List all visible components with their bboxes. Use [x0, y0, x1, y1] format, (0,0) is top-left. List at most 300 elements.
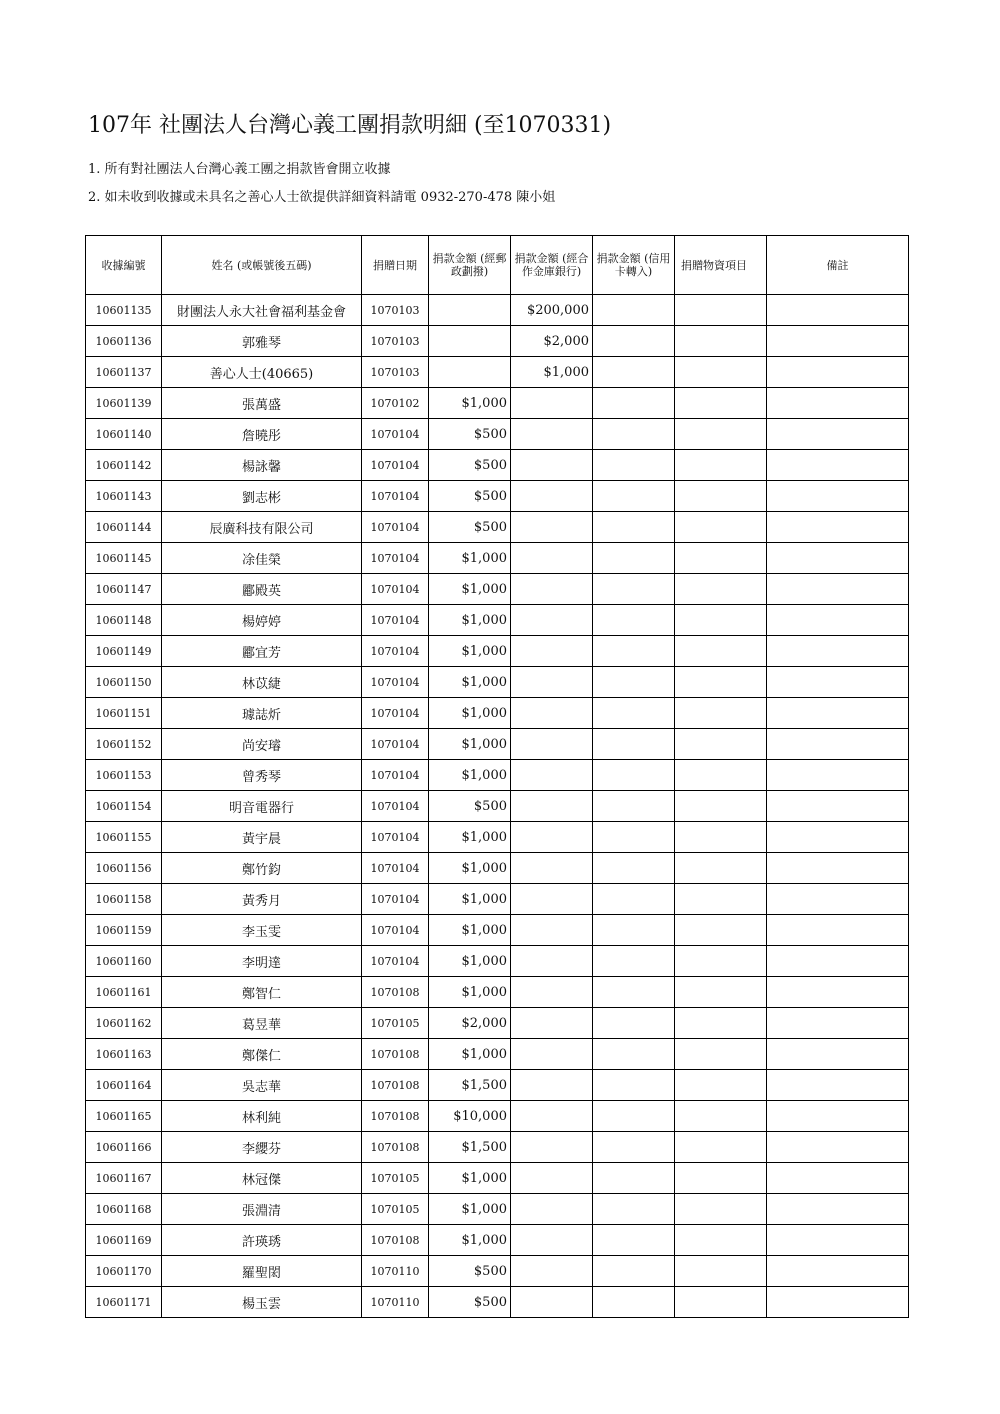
name-cell: 張萬盛 — [162, 388, 362, 419]
amount-card-cell — [593, 1039, 675, 1070]
name-cell: 楊玉雲 — [162, 1287, 362, 1318]
remark-cell — [767, 1070, 909, 1101]
remark-cell — [767, 1008, 909, 1039]
remark-cell — [767, 791, 909, 822]
table-row — [86, 667, 909, 698]
name-cell: 黃宇晨 — [162, 822, 362, 853]
amount-bank-cell — [511, 1039, 593, 1070]
receipt-no-cell: 10601137 — [86, 357, 162, 388]
name-cell: 財團法人永大社會福利基金會 — [162, 295, 362, 326]
table-row — [86, 512, 909, 543]
receipt-no-cell: 10601167 — [86, 1163, 162, 1194]
table-row — [86, 1256, 909, 1287]
amount-bank-cell — [511, 1256, 593, 1287]
table-row — [86, 853, 909, 884]
date-cell: 1070104 — [362, 729, 429, 760]
table-row — [86, 543, 909, 574]
receipt-no-cell: 10601148 — [86, 605, 162, 636]
amount-post-cell: $1,000 — [429, 760, 511, 791]
date-cell: 1070108 — [362, 977, 429, 1008]
amount-bank-cell — [511, 1194, 593, 1225]
goods-cell — [675, 1225, 767, 1256]
remark-cell — [767, 1039, 909, 1070]
date-cell: 1070104 — [362, 543, 429, 574]
amount-post-cell: $500 — [429, 450, 511, 481]
table-row — [86, 1194, 909, 1225]
receipt-no-cell: 10601154 — [86, 791, 162, 822]
amount-post-cell: $500 — [429, 512, 511, 543]
remark-cell — [767, 698, 909, 729]
remark-cell — [767, 977, 909, 1008]
receipt-no-cell: 10601169 — [86, 1225, 162, 1256]
date-cell: 1070104 — [362, 605, 429, 636]
amount-card-cell — [593, 822, 675, 853]
date-cell: 1070104 — [362, 481, 429, 512]
goods-cell — [675, 574, 767, 605]
date-cell: 1070104 — [362, 450, 429, 481]
header-amount-card: 捐款金額 (信用卡轉入) — [593, 236, 675, 295]
amount-card-cell — [593, 853, 675, 884]
amount-bank-cell — [511, 977, 593, 1008]
goods-cell — [675, 1287, 767, 1318]
date-cell: 1070105 — [362, 1008, 429, 1039]
remark-cell — [767, 574, 909, 605]
amount-bank-cell — [511, 1225, 593, 1256]
table-row — [86, 1132, 909, 1163]
goods-cell — [675, 853, 767, 884]
goods-cell — [675, 884, 767, 915]
amount-card-cell — [593, 450, 675, 481]
amount-post-cell: $1,500 — [429, 1070, 511, 1101]
receipt-no-cell: 10601159 — [86, 915, 162, 946]
table-row — [86, 822, 909, 853]
receipt-no-cell: 10601153 — [86, 760, 162, 791]
date-cell: 1070103 — [362, 326, 429, 357]
amount-bank-cell — [511, 419, 593, 450]
amount-card-cell — [593, 1256, 675, 1287]
remark-cell — [767, 729, 909, 760]
date-cell: 1070104 — [362, 512, 429, 543]
remark-cell — [767, 1256, 909, 1287]
amount-card-cell — [593, 388, 675, 419]
date-cell: 1070108 — [362, 1225, 429, 1256]
date-cell: 1070104 — [362, 760, 429, 791]
name-cell: 善心人士(40665) — [162, 357, 362, 388]
date-cell: 1070104 — [362, 915, 429, 946]
remark-cell — [767, 357, 909, 388]
goods-cell — [675, 1101, 767, 1132]
amount-bank-cell — [511, 1008, 593, 1039]
amount-post-cell: $1,000 — [429, 1225, 511, 1256]
receipt-no-cell: 10601170 — [86, 1256, 162, 1287]
receipt-no-cell: 10601147 — [86, 574, 162, 605]
remark-cell — [767, 1287, 909, 1318]
header-receipt-no: 收據編號 — [86, 236, 162, 295]
amount-card-cell — [593, 698, 675, 729]
table-row — [86, 977, 909, 1008]
amount-post-cell: $500 — [429, 791, 511, 822]
remark-cell — [767, 915, 909, 946]
goods-cell — [675, 1256, 767, 1287]
amount-card-cell — [593, 1287, 675, 1318]
goods-cell — [675, 419, 767, 450]
table-row — [86, 1163, 909, 1194]
receipt-no-cell: 10601161 — [86, 977, 162, 1008]
goods-cell — [675, 1070, 767, 1101]
name-cell: 楊詠馨 — [162, 450, 362, 481]
amount-post-cell: $1,000 — [429, 605, 511, 636]
table-row — [86, 481, 909, 512]
remark-cell — [767, 1132, 909, 1163]
amount-bank-cell — [511, 605, 593, 636]
receipt-no-cell: 10601164 — [86, 1070, 162, 1101]
goods-cell — [675, 822, 767, 853]
amount-post-cell: $1,000 — [429, 636, 511, 667]
name-cell: 張淵清 — [162, 1194, 362, 1225]
remark-cell — [767, 419, 909, 450]
table-header-row — [86, 236, 909, 295]
amount-bank-cell — [511, 667, 593, 698]
goods-cell — [675, 1194, 767, 1225]
table-row — [86, 636, 909, 667]
table-row — [86, 791, 909, 822]
goods-cell — [675, 1008, 767, 1039]
goods-cell — [675, 512, 767, 543]
amount-post-cell: $1,000 — [429, 822, 511, 853]
amount-bank-cell — [511, 946, 593, 977]
goods-cell — [675, 667, 767, 698]
amount-post-cell — [429, 326, 511, 357]
remark-cell — [767, 481, 909, 512]
receipt-no-cell: 10601163 — [86, 1039, 162, 1070]
amount-card-cell — [593, 357, 675, 388]
date-cell: 1070104 — [362, 946, 429, 977]
amount-card-cell — [593, 512, 675, 543]
table-row — [86, 1008, 909, 1039]
name-cell: 鄭智仁 — [162, 977, 362, 1008]
amount-card-cell — [593, 1070, 675, 1101]
amount-bank-cell — [511, 1101, 593, 1132]
name-cell: 曾秀琴 — [162, 760, 362, 791]
table-row — [86, 915, 909, 946]
amount-bank-cell — [511, 1070, 593, 1101]
amount-post-cell: $1,000 — [429, 946, 511, 977]
receipt-no-cell: 10601158 — [86, 884, 162, 915]
amount-card-cell — [593, 1008, 675, 1039]
amount-post-cell: $500 — [429, 419, 511, 450]
goods-cell — [675, 357, 767, 388]
date-cell: 1070108 — [362, 1132, 429, 1163]
goods-cell — [675, 1039, 767, 1070]
header-amount-bank: 捐款金額 (經合作金庫銀行) — [511, 236, 593, 295]
remark-cell — [767, 1194, 909, 1225]
date-cell: 1070104 — [362, 698, 429, 729]
amount-post-cell: $1,000 — [429, 1194, 511, 1225]
amount-bank-cell — [511, 884, 593, 915]
name-cell: 林苡緁 — [162, 667, 362, 698]
remark-cell — [767, 1225, 909, 1256]
goods-cell — [675, 729, 767, 760]
amount-post-cell: $1,000 — [429, 543, 511, 574]
name-cell: 鄭竹鈞 — [162, 853, 362, 884]
amount-bank-cell: $200,000 — [511, 295, 593, 326]
amount-card-cell — [593, 1194, 675, 1225]
date-cell: 1070104 — [362, 667, 429, 698]
amount-post-cell: $1,000 — [429, 1163, 511, 1194]
table-row — [86, 884, 909, 915]
receipt-no-cell: 10601155 — [86, 822, 162, 853]
amount-card-cell — [593, 481, 675, 512]
receipt-no-cell: 10601166 — [86, 1132, 162, 1163]
amount-bank-cell — [511, 481, 593, 512]
remark-cell — [767, 1101, 909, 1132]
amount-bank-cell — [511, 574, 593, 605]
amount-card-cell — [593, 326, 675, 357]
amount-bank-cell — [511, 1163, 593, 1194]
amount-post-cell: $1,500 — [429, 1132, 511, 1163]
amount-post-cell: $10,000 — [429, 1101, 511, 1132]
goods-cell — [675, 977, 767, 1008]
header-date: 捐贈日期 — [362, 236, 429, 295]
receipt-no-cell: 10601160 — [86, 946, 162, 977]
receipt-no-cell: 10601162 — [86, 1008, 162, 1039]
amount-post-cell: $500 — [429, 481, 511, 512]
name-cell: 明音電器行 — [162, 791, 362, 822]
amount-card-cell — [593, 574, 675, 605]
date-cell: 1070104 — [362, 853, 429, 884]
amount-post-cell: $1,000 — [429, 1039, 511, 1070]
amount-card-cell — [593, 946, 675, 977]
goods-cell — [675, 605, 767, 636]
remark-cell — [767, 512, 909, 543]
table-row — [86, 295, 909, 326]
amount-card-cell — [593, 667, 675, 698]
name-cell: 許瑛琇 — [162, 1225, 362, 1256]
amount-post-cell: $1,000 — [429, 915, 511, 946]
amount-card-cell — [593, 977, 675, 1008]
name-cell: 璩誌炘 — [162, 698, 362, 729]
goods-cell — [675, 388, 767, 419]
date-cell: 1070104 — [362, 884, 429, 915]
receipt-no-cell: 10601150 — [86, 667, 162, 698]
receipt-no-cell: 10601149 — [86, 636, 162, 667]
amount-post-cell: $1,000 — [429, 729, 511, 760]
amount-post-cell — [429, 295, 511, 326]
amount-bank-cell — [511, 1287, 593, 1318]
table-row — [86, 326, 909, 357]
remark-cell — [767, 667, 909, 698]
goods-cell — [675, 760, 767, 791]
date-cell: 1070104 — [362, 822, 429, 853]
name-cell: 李纓芬 — [162, 1132, 362, 1163]
amount-card-cell — [593, 1101, 675, 1132]
amount-post-cell: $1,000 — [429, 853, 511, 884]
date-cell: 1070105 — [362, 1163, 429, 1194]
amount-bank-cell — [511, 1132, 593, 1163]
name-cell: 辰廣科技有限公司 — [162, 512, 362, 543]
name-cell: 李玉雯 — [162, 915, 362, 946]
goods-cell — [675, 1132, 767, 1163]
table-row — [86, 1225, 909, 1256]
name-cell: 李明達 — [162, 946, 362, 977]
amount-bank-cell — [511, 388, 593, 419]
date-cell: 1070104 — [362, 419, 429, 450]
receipt-no-cell: 10601140 — [86, 419, 162, 450]
goods-cell — [675, 543, 767, 574]
amount-bank-cell — [511, 791, 593, 822]
amount-card-cell — [593, 1163, 675, 1194]
goods-cell — [675, 295, 767, 326]
table-row — [86, 760, 909, 791]
goods-cell — [675, 450, 767, 481]
donation-table — [85, 235, 909, 1318]
date-cell: 1070103 — [362, 357, 429, 388]
amount-card-cell — [593, 543, 675, 574]
amount-post-cell: $1,000 — [429, 977, 511, 1008]
remark-cell — [767, 295, 909, 326]
amount-post-cell: $1,000 — [429, 574, 511, 605]
goods-cell — [675, 636, 767, 667]
amount-bank-cell — [511, 760, 593, 791]
name-cell: 黃秀月 — [162, 884, 362, 915]
receipt-no-cell: 10601145 — [86, 543, 162, 574]
amount-bank-cell: $2,000 — [511, 326, 593, 357]
amount-card-cell — [593, 729, 675, 760]
amount-bank-cell — [511, 729, 593, 760]
receipt-no-cell: 10601143 — [86, 481, 162, 512]
remark-cell — [767, 636, 909, 667]
table-row — [86, 388, 909, 419]
amount-bank-cell — [511, 636, 593, 667]
goods-cell — [675, 946, 767, 977]
name-cell: 林冠傑 — [162, 1163, 362, 1194]
goods-cell — [675, 915, 767, 946]
receipt-no-cell: 10601156 — [86, 853, 162, 884]
amount-card-cell — [593, 419, 675, 450]
amount-bank-cell — [511, 698, 593, 729]
header-remark: 備註 — [767, 236, 909, 295]
name-cell: 劉志彬 — [162, 481, 362, 512]
amount-post-cell: $1,000 — [429, 698, 511, 729]
date-cell: 1070108 — [362, 1070, 429, 1101]
remark-cell — [767, 543, 909, 574]
amount-post-cell: $1,000 — [429, 667, 511, 698]
table-row — [86, 419, 909, 450]
amount-post-cell — [429, 357, 511, 388]
amount-post-cell: $1,000 — [429, 388, 511, 419]
header-amount-post: 捐款金額 (經郵政劃撥) — [429, 236, 511, 295]
name-cell: 酈殿英 — [162, 574, 362, 605]
date-cell: 1070108 — [362, 1101, 429, 1132]
goods-cell — [675, 698, 767, 729]
receipt-no-cell: 10601144 — [86, 512, 162, 543]
date-cell: 1070102 — [362, 388, 429, 419]
date-cell: 1070104 — [362, 574, 429, 605]
receipt-no-cell: 10601168 — [86, 1194, 162, 1225]
remark-cell — [767, 605, 909, 636]
table-row — [86, 605, 909, 636]
amount-post-cell: $500 — [429, 1256, 511, 1287]
amount-card-cell — [593, 760, 675, 791]
date-cell: 1070103 — [362, 295, 429, 326]
amount-bank-cell — [511, 450, 593, 481]
table-row — [86, 1039, 909, 1070]
note-receipt: 1. 所有對社團法人台灣心義工團之捐款皆會開立收據 — [88, 162, 391, 177]
date-cell: 1070105 — [362, 1194, 429, 1225]
remark-cell — [767, 884, 909, 915]
name-cell: 尚安璿 — [162, 729, 362, 760]
receipt-no-cell: 10601171 — [86, 1287, 162, 1318]
amount-post-cell: $2,000 — [429, 1008, 511, 1039]
page-title: 107年 社團法人台灣心義工團捐款明細 (至1070331) — [88, 113, 612, 138]
remark-cell — [767, 326, 909, 357]
remark-cell — [767, 760, 909, 791]
amount-card-cell — [593, 1132, 675, 1163]
name-cell: 葛昱華 — [162, 1008, 362, 1039]
name-cell: 凃佳榮 — [162, 543, 362, 574]
remark-cell — [767, 1163, 909, 1194]
receipt-no-cell: 10601142 — [86, 450, 162, 481]
remark-cell — [767, 822, 909, 853]
amount-bank-cell: $1,000 — [511, 357, 593, 388]
receipt-no-cell: 10601152 — [86, 729, 162, 760]
goods-cell — [675, 326, 767, 357]
amount-post-cell: $500 — [429, 1287, 511, 1318]
remark-cell — [767, 450, 909, 481]
date-cell: 1070110 — [362, 1287, 429, 1318]
amount-bank-cell — [511, 512, 593, 543]
date-cell: 1070104 — [362, 791, 429, 822]
date-cell: 1070104 — [362, 636, 429, 667]
name-cell: 林利純 — [162, 1101, 362, 1132]
name-cell: 郭雅琴 — [162, 326, 362, 357]
amount-bank-cell — [511, 853, 593, 884]
table-row — [86, 450, 909, 481]
receipt-no-cell: 10601135 — [86, 295, 162, 326]
table-row — [86, 698, 909, 729]
table-row — [86, 574, 909, 605]
name-cell: 鄭傑仁 — [162, 1039, 362, 1070]
table-row — [86, 946, 909, 977]
receipt-no-cell: 10601136 — [86, 326, 162, 357]
table-row — [86, 1287, 909, 1318]
name-cell: 詹曉彤 — [162, 419, 362, 450]
goods-cell — [675, 481, 767, 512]
remark-cell — [767, 853, 909, 884]
table-row — [86, 729, 909, 760]
amount-card-cell — [593, 636, 675, 667]
table-row — [86, 357, 909, 388]
amount-card-cell — [593, 295, 675, 326]
remark-cell — [767, 946, 909, 977]
amount-card-cell — [593, 915, 675, 946]
receipt-no-cell: 10601165 — [86, 1101, 162, 1132]
amount-card-cell — [593, 605, 675, 636]
goods-cell — [675, 1163, 767, 1194]
name-cell: 吳志華 — [162, 1070, 362, 1101]
header-goods: 捐贈物資項目 — [675, 236, 767, 295]
note-contact: 2. 如未收到收據或未具名之善心人士欲提供詳細資料請電 0932-270-478 陳小姐 — [88, 190, 556, 205]
amount-card-cell — [593, 884, 675, 915]
table-row — [86, 1070, 909, 1101]
amount-bank-cell — [511, 915, 593, 946]
amount-card-cell — [593, 791, 675, 822]
name-cell: 酈宜芳 — [162, 636, 362, 667]
date-cell: 1070108 — [362, 1039, 429, 1070]
amount-bank-cell — [511, 543, 593, 574]
date-cell: 1070110 — [362, 1256, 429, 1287]
amount-card-cell — [593, 1225, 675, 1256]
